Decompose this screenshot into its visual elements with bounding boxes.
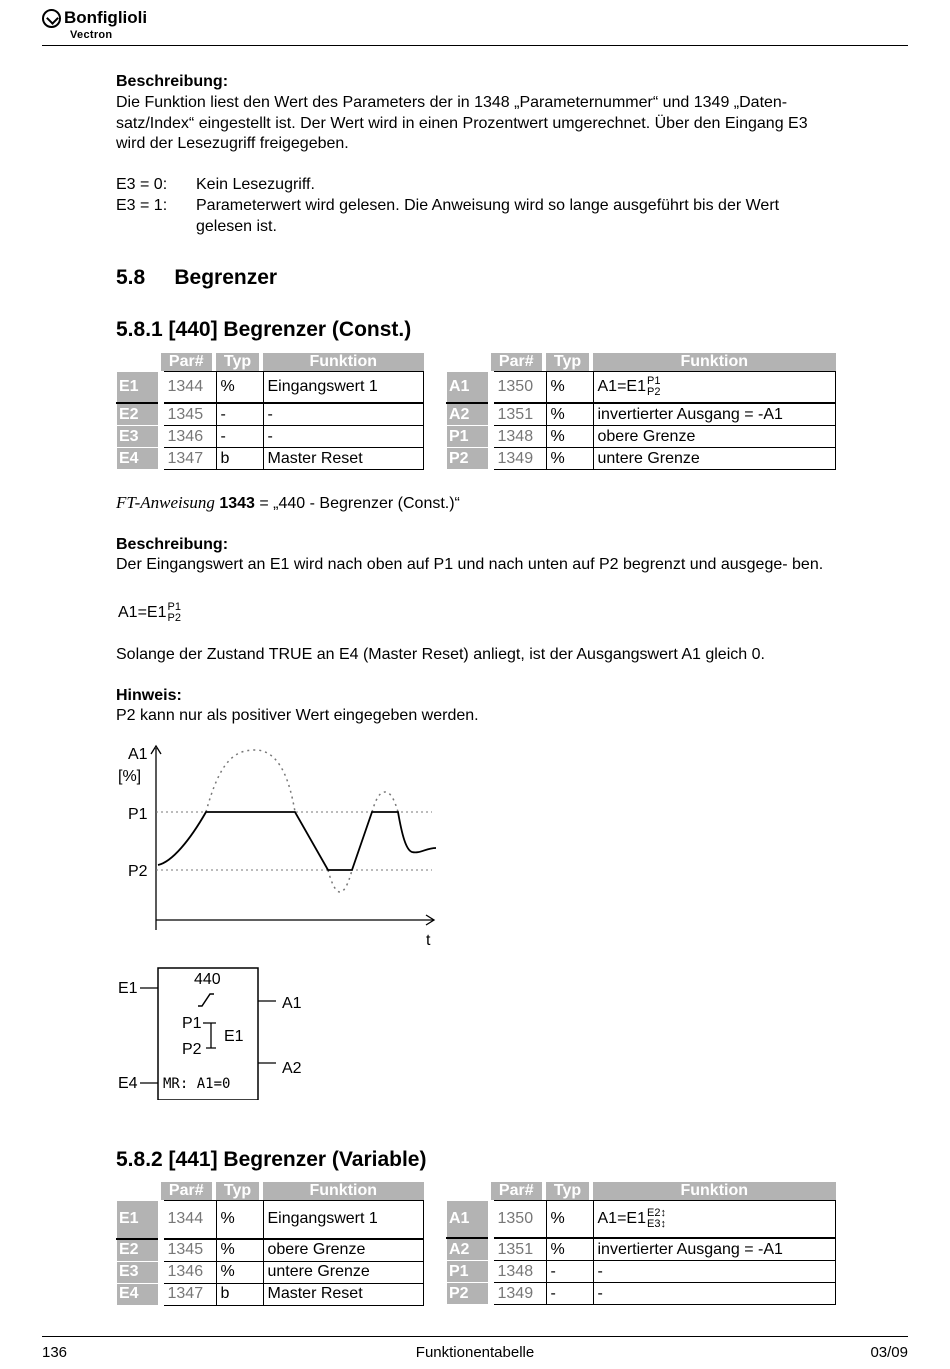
col-header-par: Par# <box>491 1182 543 1200</box>
col-header-funktion: Funktion <box>593 1182 836 1200</box>
funk-cell: - <box>593 1261 836 1283</box>
typ-cell: % <box>546 1238 593 1261</box>
limiter-graph <box>110 740 450 955</box>
table-row <box>117 448 424 470</box>
footer-rule <box>42 1336 908 1337</box>
par-cell: 1344 <box>161 1201 217 1239</box>
function-block-440 <box>110 960 340 1100</box>
input-table-441 <box>116 1182 424 1306</box>
table-row <box>447 426 836 448</box>
par-cell: 1346 <box>161 1261 217 1283</box>
col-header-funktion: Funktion <box>593 353 836 371</box>
funk-cell: Master Reset <box>263 1283 424 1305</box>
par-cell: 1348 <box>491 1261 547 1283</box>
par-cell: 1351 <box>491 1238 547 1261</box>
funk-cell: untere Grenze <box>263 1261 424 1283</box>
table-row <box>117 1201 424 1239</box>
brand-sub: Vectron <box>70 29 113 41</box>
graph-p2-label: P2 <box>128 863 148 880</box>
row-label: E2 <box>117 1239 161 1262</box>
funk-cell: obere Grenze <box>263 1239 424 1262</box>
reset-text: Solange der Zustand TRUE an E4 (Master Reset) anliegt, ist der Ausgangswert A1 gleich 0. <box>116 646 765 663</box>
formula-limits <box>647 376 660 398</box>
def-value: Parameterwert wird gelesen. Die Anweisung wird so lange ausgeführt bis der Wert gelesen ist. <box>196 197 780 235</box>
section-title-5-8-2: 5.8.2 [441] Begrenzer (Variable) <box>116 1148 427 1171</box>
typ-cell: % <box>546 1201 593 1239</box>
row-label: P1 <box>447 1261 491 1283</box>
typ-cell: - <box>546 1283 593 1305</box>
typ-cell: % <box>546 448 593 470</box>
row-label: E3 <box>117 1261 161 1283</box>
typ-cell: % <box>546 403 593 426</box>
funk-cell: - <box>263 426 424 448</box>
block-out-a2: A2 <box>282 1060 302 1077</box>
row-label: E1 <box>117 1201 161 1239</box>
formula-sup: E2↕ <box>646 1207 666 1219</box>
row-label: E4 <box>117 448 161 470</box>
section-title-5-8: 5.8 Begrenzer <box>116 266 278 289</box>
funk-cell: - <box>593 1283 836 1305</box>
par-cell: 1351 <box>491 403 547 426</box>
typ-cell: - <box>546 1261 593 1283</box>
funk-cell: Eingangswert 1 <box>263 372 424 404</box>
row-label: A2 <box>447 403 491 426</box>
block-in-e1: E1 <box>118 980 138 997</box>
funk-cell: invertierter Ausgang = -A1 <box>593 403 836 426</box>
typ-cell: % <box>546 426 593 448</box>
funk-cell: untere Grenze <box>593 448 836 470</box>
table-row <box>447 403 836 426</box>
funk-cell: - <box>263 403 424 426</box>
row-label: A1 <box>447 372 491 404</box>
ft-prefix: FT-Anweisung <box>116 493 215 512</box>
par-cell: 1349 <box>491 448 547 470</box>
par-cell: 1350 <box>491 1201 547 1239</box>
formula-sub: P2 <box>646 386 661 398</box>
block-out-a1: A1 <box>282 995 302 1012</box>
table-row <box>447 1238 836 1261</box>
def-key: E3 = 0: <box>116 176 168 193</box>
desc-paragraph: Der Eingangswert an E1 wird nach oben auf P1 und nach unten auf P2 begrenzt und ausgege- ben. <box>116 556 824 573</box>
output-table-440 <box>446 353 836 470</box>
row-label: P2 <box>447 448 491 470</box>
def-row-0 <box>116 175 838 196</box>
par-cell: 1348 <box>491 426 547 448</box>
col-header-typ: Typ <box>216 1182 259 1200</box>
typ-cell: b <box>216 448 263 470</box>
formula-sub: P2 <box>167 612 181 624</box>
row-label: E2 <box>117 403 161 426</box>
graph-y-unit: [%] <box>118 768 142 785</box>
par-cell: 1347 <box>161 1283 217 1305</box>
funk-cell <box>593 372 836 404</box>
limited-output-curve <box>158 812 436 870</box>
col-header-par: Par# <box>161 353 213 371</box>
typ-cell: b <box>216 1283 263 1305</box>
table-row <box>447 372 836 404</box>
par-cell: 1347 <box>161 448 217 470</box>
formula-main: A1=E1 <box>118 604 167 622</box>
col-header-funktion: Funktion <box>263 353 424 371</box>
formula-main: A1=E1 <box>597 378 646 396</box>
row-label: A1 <box>447 1201 491 1239</box>
graph-y-label: A1 <box>128 746 148 763</box>
intro-heading: Beschreibung: <box>116 73 229 90</box>
block-e1-range: E1 <box>224 1028 244 1045</box>
block-p1: P1 <box>182 1015 202 1032</box>
formula-limits <box>647 1208 666 1230</box>
block-master-reset: MR: A1=0 <box>163 1076 231 1092</box>
col-header-par: Par# <box>491 353 543 371</box>
ft-instruction <box>116 493 460 513</box>
formula <box>118 602 181 624</box>
typ-cell: % <box>216 1261 263 1283</box>
input-table-440 <box>116 353 424 470</box>
row-label: E4 <box>117 1283 161 1305</box>
typ-cell: % <box>216 1201 263 1239</box>
table-row <box>117 1283 424 1305</box>
ft-rest: = „440 - Begrenzer (Const.)“ <box>259 495 460 512</box>
par-cell: 1350 <box>491 372 547 404</box>
row-label: A2 <box>447 1238 491 1261</box>
col-header-funktion: Funktion <box>263 1182 424 1200</box>
col-header-typ: Typ <box>546 353 589 371</box>
footer-date: 03/09 <box>870 1344 908 1361</box>
col-header-typ: Typ <box>216 353 259 371</box>
limiter-symbol-icon <box>198 994 214 1006</box>
unclipped-peak-1 <box>206 750 295 812</box>
formula-main: A1=E1 <box>597 1210 646 1228</box>
formula-limits <box>167 602 180 624</box>
par-cell: 1345 <box>161 1239 217 1262</box>
row-label: P1 <box>447 426 491 448</box>
range-bracket-icon <box>206 1023 216 1048</box>
page-number: 136 <box>42 1344 68 1361</box>
section-title-5-8-1: 5.8.1 [440] Begrenzer (Const.) <box>116 318 412 341</box>
unclipped-peak-2 <box>372 792 398 812</box>
typ-cell: % <box>546 372 593 404</box>
par-cell: 1346 <box>161 426 217 448</box>
col-header-typ: Typ <box>546 1182 589 1200</box>
table-row <box>117 1239 424 1262</box>
funk-cell <box>593 1201 836 1239</box>
formula-sup: P1 <box>646 375 661 387</box>
formula-sub: E3↕ <box>646 1218 666 1230</box>
row-label: E3 <box>117 426 161 448</box>
funk-cell: invertierter Ausgang = -A1 <box>593 1238 836 1261</box>
row-label: P2 <box>447 1283 491 1305</box>
table-row <box>117 403 424 426</box>
col-header-par: Par# <box>161 1182 213 1200</box>
graph-p1-label: P1 <box>128 806 148 823</box>
funk-cell: Master Reset <box>263 448 424 470</box>
table-row <box>117 372 424 404</box>
ft-number: 1343 <box>219 495 255 512</box>
unclipped-trough <box>328 870 352 892</box>
hint-text: P2 kann nur als positiver Wert eingegeben werden. <box>116 707 479 724</box>
row-label: E1 <box>117 372 161 404</box>
intro-paragraph: Die Funktion liest den Wert des Parameters der in 1348 „Parameternummer“ und 1349 „Daten- satz/Index“ eingestellt ist. Der Wert wird in einen Prozentwert umgerechnet. Über den Eingang E3 wird der Lesezugriff freigegeben. <box>116 94 808 152</box>
funk-cell: obere Grenze <box>593 426 836 448</box>
typ-cell: % <box>216 372 263 404</box>
table-row <box>117 426 424 448</box>
typ-cell: % <box>216 1239 263 1262</box>
block-p2: P2 <box>182 1041 202 1058</box>
funk-cell: Eingangswert 1 <box>263 1201 424 1239</box>
table-row <box>117 1261 424 1283</box>
desc-heading: Beschreibung: <box>116 536 229 553</box>
block-number: 440 <box>194 971 221 988</box>
block-in-e4: E4 <box>118 1075 138 1092</box>
footer-title: Funktionentabelle <box>415 1344 535 1361</box>
typ-cell: - <box>216 403 263 426</box>
graph-x-label: t <box>426 932 431 949</box>
output-table-441 <box>446 1182 836 1305</box>
typ-cell: - <box>216 426 263 448</box>
table-row <box>447 1201 836 1239</box>
def-value: Kein Lesezugriff. <box>196 176 315 193</box>
bonfiglioli-logo-icon <box>42 9 61 28</box>
par-cell: 1349 <box>491 1283 547 1305</box>
hint-heading: Hinweis: <box>116 687 182 704</box>
brand-logo <box>42 8 148 41</box>
par-cell: 1345 <box>161 403 217 426</box>
def-row-1 <box>116 196 838 237</box>
formula-sup: P1 <box>167 601 181 613</box>
def-key: E3 = 1: <box>116 197 168 214</box>
brand-name: Bonfiglioli <box>64 8 148 27</box>
par-cell: 1344 <box>161 372 217 404</box>
header-rule <box>42 45 908 46</box>
table-row <box>447 448 836 470</box>
table-row <box>447 1283 836 1305</box>
table-row <box>447 1261 836 1283</box>
